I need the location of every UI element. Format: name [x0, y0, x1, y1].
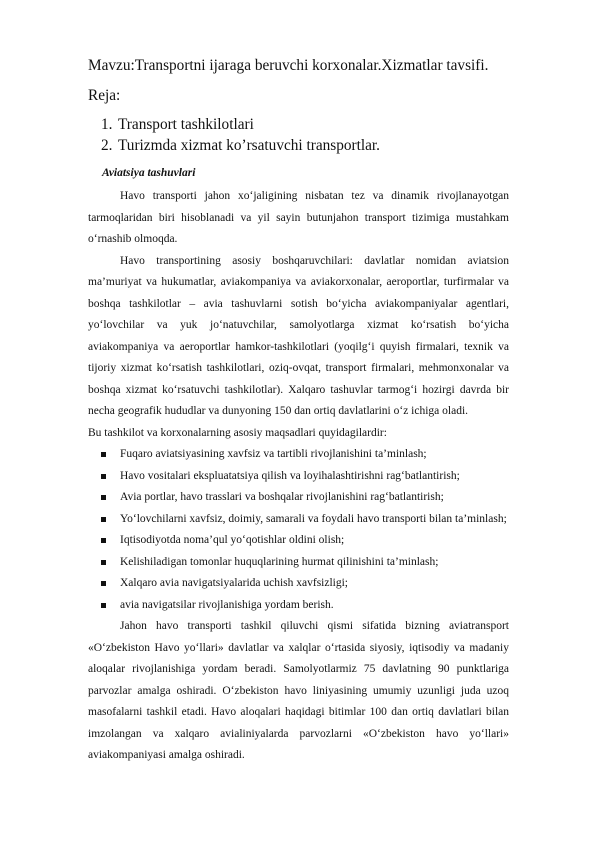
plan-list — [88, 114, 509, 156]
section-heading: Aviatsiya tashuvlari — [102, 167, 196, 179]
plan-item — [88, 114, 509, 135]
plan-item-text: Transport tashkilotlari — [118, 116, 254, 133]
goal-item — [88, 530, 509, 552]
plan-label: Reja: — [88, 87, 121, 104]
paragraph: Havo transportining asosiy boshqaruvchilari: davlatlar nomidan aviatsion ma’muriyat va hukumatlar, aviakompaniya va aviakorxonalar, aeroportlar, turfirmalar va boshqa tashkilotlar – avia tashuvlarni sotish bo‘yicha aviakompaniyalar agentlari, yo‘lovchilar va yuk jo‘natuvchilar, samolyotlarga xizmat ko‘rsatish bo‘yicha aviakompaniya va aeroportlar hamkor-tashkilotlari (yoqilg‘i quyish firmalari, texnik va tijoriy xizmat ko‘rsatish tashkilotlari, oziq-ovqat, transport firmalari, mehmonxonalar va boshqa xizmat ko‘rsatuvchi tashkilotlar). Xalqaro tashuvlar tarmog‘i hozirgi davrda bir necha geografik hududlar va dunyoning 150 dan ortiq davlatlarini o‘z ichiga oladi. — [88, 254, 509, 417]
square-bullet-icon — [101, 538, 106, 543]
goals-intro: Bu tashkilot va korxonalarning asosiy maqsadlari quyidagilardir: — [88, 426, 387, 439]
closing-paragraph: Jahon havo transporti tashkil qiluvchi qismi sifatida bizning aviatransport «O‘zbekiston Havo yo‘llari» davlatlar va xalqlar o‘rtasida siyosiy, iqtisodiy va madaniy aloqalar rivojlanishiga yordam beradi. Samolyotlarmiz 75 davlatning 90 punktlariga parvozlar amalga oshiradi. O‘zbekiston havo liniyasining umumiy uzunligi juda uzoq masofalarni tashkil etadi. Havo aloqalari haqidagi bitimlar 100 dan ortiq davlatlari bilan imzolangan va xalqaro avialiniyalarda parvozlarni «O‘zbekiston havo yo‘llari» aviakompaniyasi amalga oshiradi. — [88, 620, 509, 761]
goal-text: Iqtisodiyotda noma’qul yo‘qotishlar oldini olish; — [120, 534, 345, 546]
square-bullet-icon — [101, 560, 106, 565]
goal-text: avia navigatsilar rivojlanishiga yordam berish. — [120, 598, 334, 611]
square-bullet-icon — [101, 452, 106, 457]
plan-item-number: 1. — [101, 116, 113, 133]
goal-text: Havo vositalari ekspluatatsiya qilish va loyihalashtirishni rag‘batlantirish; — [120, 469, 460, 482]
plan-item — [88, 135, 509, 156]
document-page — [88, 56, 509, 767]
square-bullet-icon — [101, 517, 106, 522]
goal-text: Fuqaro aviatsiyasining xavfsiz va tartibli rivojlanishini ta’minlash; — [120, 448, 427, 460]
document-title: Mavzu:Transportni ijaraga beruvchi korxonalar.Xizmatlar tavsifi. — [88, 57, 489, 74]
goal-item — [88, 552, 509, 574]
goal-item — [88, 466, 509, 488]
goal-item — [88, 487, 509, 509]
square-bullet-icon — [101, 581, 106, 586]
goal-item — [88, 573, 509, 595]
plan-item-text: Turizmda xizmat ko’rsatuvchi transportlar. — [118, 137, 380, 154]
square-bullet-icon — [101, 495, 106, 500]
goal-item — [88, 444, 509, 466]
goal-item — [88, 509, 509, 531]
goal-text: Yo‘lovchilarni xavfsiz, doimiy, samarali va foydali havo transporti bilan ta’minlash; — [120, 512, 507, 525]
square-bullet-icon — [101, 603, 106, 608]
plan-item-number: 2. — [101, 137, 113, 154]
goals-list — [88, 444, 509, 616]
goal-item — [88, 595, 509, 617]
goal-text: Xalqaro avia navigatsiyalarida uchish xavfsizligi; — [120, 577, 349, 589]
paragraph: Havo transporti jahon xo‘jaligining nisbatan tez va dinamik rivojlanayotgan tarmoqlaridan biri hisoblanadi va yil sayin butunjahon transport tizimiga mustahkam o‘rnashib olmoqda. — [88, 190, 509, 245]
square-bullet-icon — [101, 474, 106, 479]
goal-text: Avia portlar, havo trasslari va boshqalar rivojlanishini rag‘batlantirish; — [120, 491, 444, 503]
goal-text: Kelishiladigan tomonlar huquqlarining hurmat qilinishini ta’minlash; — [120, 555, 439, 568]
